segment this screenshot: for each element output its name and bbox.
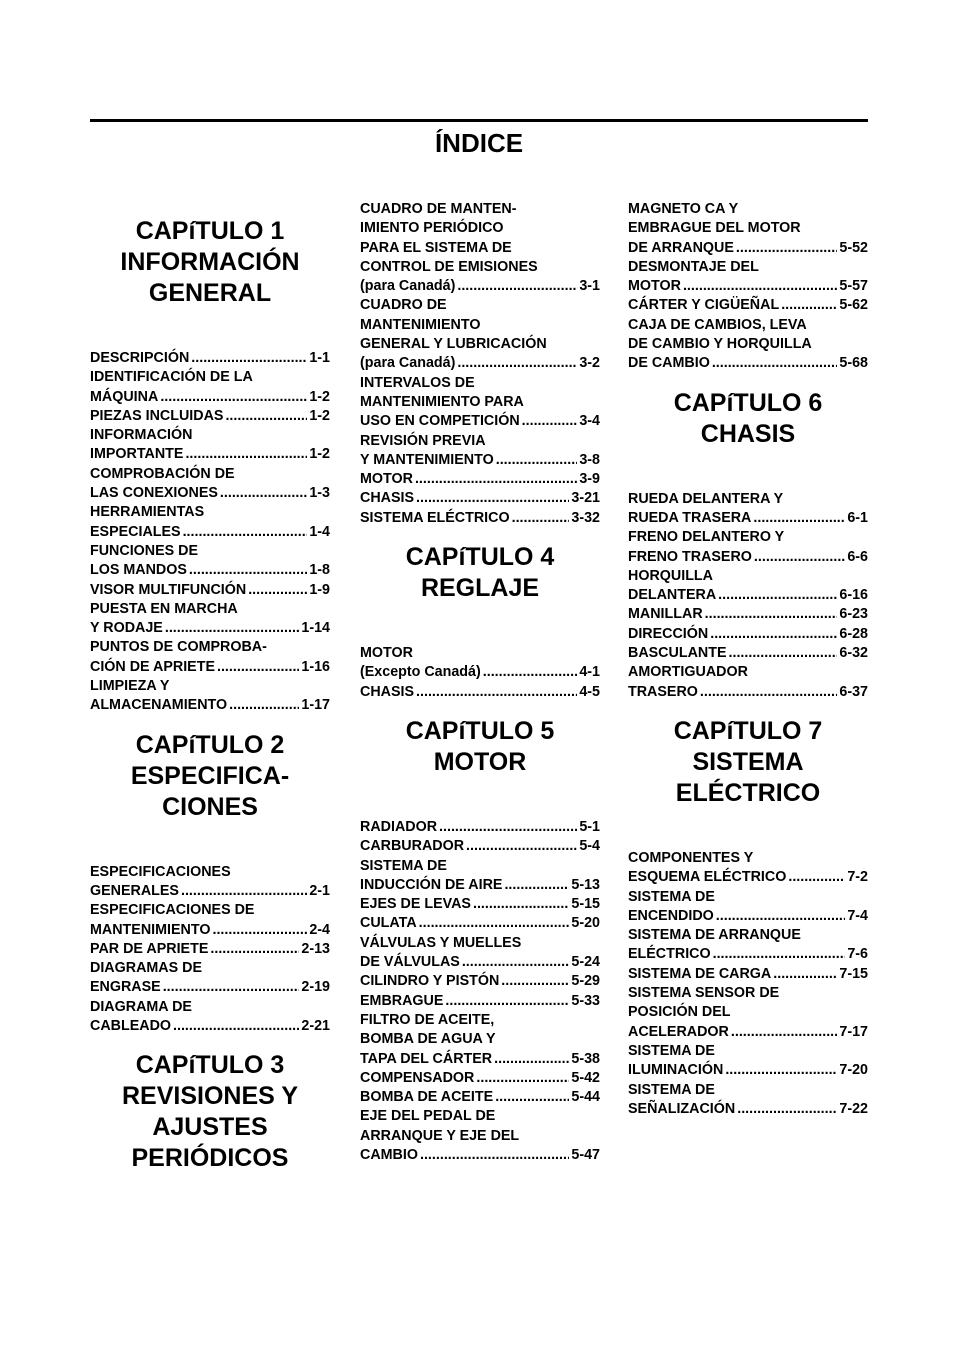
toc-page-number: 1-2 <box>309 446 330 463</box>
toc-entry-label: CABLEADO <box>90 1018 172 1035</box>
toc-page-number: 3-32 <box>571 509 600 526</box>
toc-entry-label: IMIENTO PERIÓDICO <box>360 220 504 237</box>
dot-leader <box>712 354 838 373</box>
toc-entry[interactable] <box>90 600 330 639</box>
toc-entry[interactable] <box>628 888 868 927</box>
toc-page-number: 5-4 <box>579 838 600 855</box>
toc-entry-label: TRASERO <box>628 683 698 700</box>
toc-page-number: 1-3 <box>309 485 330 502</box>
toc-entry[interactable] <box>360 200 600 296</box>
dot-leader <box>710 625 837 644</box>
dot-leader <box>225 407 307 426</box>
toc-page-number: 6-37 <box>839 683 868 700</box>
dot-leader <box>788 868 845 887</box>
chapter-heading-line: INFORMACIÓN <box>120 248 300 276</box>
toc-page-number: 3-9 <box>579 471 600 488</box>
toc-entry-label: COMPONENTES Y <box>628 849 754 866</box>
dot-leader <box>217 658 299 677</box>
toc-page-number: 6-1 <box>847 509 868 526</box>
toc-entry[interactable] <box>628 490 868 529</box>
toc-page-number: 7-17 <box>839 1023 868 1040</box>
dot-leader <box>183 523 308 542</box>
toc-page-number: 7-20 <box>839 1062 868 1079</box>
toc-entry-label: BASCULANTE <box>628 645 727 662</box>
toc-entry[interactable] <box>360 857 600 896</box>
toc-entry-label: EMBRAGUE DEL MOTOR <box>628 220 801 237</box>
dot-leader <box>473 895 569 914</box>
toc-page-number: 5-13 <box>571 876 600 893</box>
toc-entry[interactable] <box>628 984 868 1042</box>
chapter-heading-line: ELÉCTRICO <box>675 778 821 807</box>
dot-leader <box>415 470 577 489</box>
toc-entry-label: CÁRTER Y CIGÜEÑAL <box>628 297 780 314</box>
toc-entry[interactable] <box>90 638 330 677</box>
toc-page-number: 3-21 <box>571 490 600 507</box>
chapter-heading-line: CAPíTULO 7 <box>673 716 823 745</box>
dot-leader <box>495 1088 569 1107</box>
dot-leader <box>483 663 578 682</box>
toc-entry[interactable] <box>360 992 600 1011</box>
toc-entry-label: CHASIS <box>360 683 415 700</box>
toc-entry-label: ACELERADOR <box>628 1023 729 1040</box>
toc-entry-label: LAS CONEXIONES <box>90 485 218 502</box>
dot-leader <box>725 1061 837 1080</box>
toc-entry-label: EJES DE LEVAS <box>360 896 471 913</box>
toc-entry-label: EJE DEL PEDAL DE <box>360 1108 496 1125</box>
dot-leader <box>773 965 837 984</box>
toc-entry[interactable] <box>628 926 868 965</box>
chapter-heading-line: CHASIS <box>700 419 796 448</box>
dot-leader <box>753 509 845 528</box>
toc-entry-label: DIRECCIÓN <box>628 625 709 642</box>
dot-leader <box>220 484 307 503</box>
dot-leader <box>248 581 307 600</box>
toc-entry-label: ESPECIFICACIONES DE <box>90 902 255 919</box>
toc-entry[interactable] <box>628 965 868 984</box>
toc-entry[interactable] <box>90 503 330 542</box>
toc-page-number: 6-16 <box>839 587 868 604</box>
toc-entry-label: MOTOR <box>360 471 413 488</box>
toc-entry[interactable] <box>90 426 330 465</box>
toc-entry[interactable] <box>90 677 330 716</box>
toc-entry-label: ESQUEMA ELÉCTRICO <box>628 869 787 886</box>
toc-entry-label: ILUMINACIÓN <box>628 1062 724 1079</box>
toc-entry-label: DIAGRAMAS DE <box>90 960 202 977</box>
toc-page-number: 2-19 <box>301 979 330 996</box>
toc-page-number: 5-33 <box>571 992 600 1009</box>
toc-page-number: 7-4 <box>847 907 868 924</box>
toc-page-number: 5-42 <box>571 1069 600 1086</box>
toc-entry-label: EMBRAGUE <box>360 992 444 1009</box>
toc-entry-label: PUNTOS DE COMPROBA- <box>90 639 267 656</box>
toc-entry-label: HERRAMIENTAS <box>90 504 205 521</box>
toc-entry[interactable] <box>628 528 868 567</box>
toc-page-number: 6-28 <box>839 625 868 642</box>
toc-page-number: 3-2 <box>579 355 600 372</box>
chapter-heading-line: CAPíTULO 4 <box>405 543 555 572</box>
chapter-heading-line: CAPíTULO 1 <box>135 217 285 245</box>
dot-leader <box>731 1023 838 1042</box>
toc-page-number: 4-5 <box>579 683 600 700</box>
toc-entry[interactable] <box>360 432 600 471</box>
toc-entry-label: SISTEMA DE <box>628 888 715 905</box>
toc-page-number: 1-9 <box>309 581 330 598</box>
toc-page-number: 5-44 <box>571 1089 600 1106</box>
toc-page-number: 5-68 <box>839 355 868 372</box>
toc-entry-label: SISTEMA SENSOR DE <box>628 985 780 1002</box>
toc-entry-label: RUEDA DELANTERA Y <box>628 490 784 507</box>
toc-entry[interactable] <box>628 1081 868 1120</box>
toc-entry[interactable] <box>360 509 600 528</box>
toc-entry-label: FRENO DELANTERO Y <box>628 529 785 546</box>
dot-leader <box>173 1017 299 1036</box>
chapter-heading-line: CAPíTULO 5 <box>405 716 555 745</box>
toc-entry-label: MOTOR <box>360 645 413 662</box>
toc-page-number: 1-17 <box>301 697 330 714</box>
toc-entry-label: IMPORTANTE <box>90 446 184 463</box>
toc-entry-label: SISTEMA DE <box>628 1042 715 1059</box>
chapter-heading-line: MOTOR <box>433 747 527 776</box>
toc-entry[interactable] <box>360 837 600 856</box>
dot-leader <box>445 992 569 1011</box>
toc-entry[interactable] <box>90 542 330 581</box>
toc-entry[interactable] <box>360 1107 600 1165</box>
toc-page-number: 5-1 <box>579 818 600 835</box>
toc-entry-label: SISTEMA ELÉCTRICO <box>360 509 510 526</box>
toc-page-number: 1-2 <box>309 407 330 424</box>
dot-leader <box>466 837 577 856</box>
toc-page-number: 1-4 <box>309 523 330 540</box>
dot-leader <box>754 548 845 567</box>
toc-entry-label: PARA EL SISTEMA DE <box>360 239 512 256</box>
toc-entry[interactable] <box>360 934 600 973</box>
dot-leader <box>416 683 577 702</box>
toc-entry[interactable] <box>90 368 330 407</box>
toc-entry[interactable] <box>90 581 330 600</box>
toc-entry-label: AMORTIGUADOR <box>628 664 748 681</box>
toc-page-number: 1-14 <box>301 620 330 637</box>
toc-entry-label: SEÑALIZACIÓN <box>628 1100 736 1117</box>
toc-page-number: 2-13 <box>301 940 330 957</box>
dot-leader <box>705 605 838 624</box>
toc-entry-label: CIÓN DE APRIETE <box>90 658 215 675</box>
toc-entry-label: ENGRASE <box>90 979 161 996</box>
dot-leader <box>439 818 577 837</box>
chapter-heading-line: CIONES <box>162 792 258 821</box>
dot-leader <box>191 349 307 368</box>
dot-leader <box>210 940 299 959</box>
toc-entry-label: MANTENIMIENTO PARA <box>360 393 524 410</box>
toc-entry-label: HORQUILLA <box>628 567 713 584</box>
chapter-heading <box>90 1050 330 1174</box>
dot-leader <box>501 972 569 991</box>
toc-entry-label: CONTROL DE EMISIONES <box>360 258 538 275</box>
dot-leader <box>496 451 578 470</box>
toc-entry[interactable] <box>90 998 330 1037</box>
chapter-heading-line: CAPíTULO 3 <box>135 1051 285 1080</box>
dot-leader <box>160 388 307 407</box>
dot-leader <box>522 412 578 431</box>
dot-leader <box>718 586 837 605</box>
chapter-heading-line: ESPECIFICA- <box>130 761 290 790</box>
toc-column-2 <box>360 200 600 1165</box>
toc-page-number: 5-38 <box>571 1050 600 1067</box>
toc-entry-label: BOMBA DE ACEITE <box>360 1089 494 1106</box>
toc-page-number: 5-62 <box>839 297 868 314</box>
toc-entry-label: CAJA DE CAMBIOS, LEVA <box>628 316 807 333</box>
toc-entry-label: DESCRIPCIÓN <box>90 350 190 366</box>
toc-entry[interactable] <box>360 489 600 508</box>
toc-entry-label: ELÉCTRICO <box>628 946 711 963</box>
toc-entry[interactable] <box>360 470 600 489</box>
toc-page-number: 6-23 <box>839 606 868 623</box>
toc-page-number: 6-6 <box>847 548 868 565</box>
dot-leader <box>419 914 570 933</box>
toc-entry-label: REVISIÓN PREVIA <box>360 432 486 449</box>
toc-entry[interactable] <box>628 625 868 644</box>
toc-page-number: 7-6 <box>847 946 868 963</box>
toc-entry[interactable] <box>628 567 868 606</box>
toc-entry-label: USO EN COMPETICIÓN <box>360 413 520 430</box>
chapter-heading-line: GENERAL <box>148 279 272 307</box>
toc-entry-label: RADIADOR <box>360 818 438 835</box>
toc-entry[interactable] <box>90 940 330 959</box>
chapter-heading-line: PERIÓDICOS <box>131 1144 289 1173</box>
toc-entry-label: DE VÁLVULAS <box>360 954 460 971</box>
toc-entry[interactable] <box>628 605 868 624</box>
toc-entry-label: ESPECIALES <box>90 523 181 540</box>
toc-entry[interactable] <box>360 818 600 837</box>
toc-entry-label: (para Canadá) <box>360 278 456 295</box>
dot-leader <box>229 696 299 715</box>
toc-entry[interactable] <box>628 1042 868 1081</box>
dot-leader <box>700 683 837 702</box>
toc-entry-label: LOS MANDOS <box>90 562 187 579</box>
toc-column-3 <box>628 200 868 1119</box>
toc-entry[interactable] <box>360 895 600 914</box>
toc-page-number: 3-4 <box>579 413 600 430</box>
chapter-heading <box>628 388 868 450</box>
toc-entry-label: COMPENSADOR <box>360 1069 475 1086</box>
toc-entry[interactable] <box>360 1088 600 1107</box>
toc-entry-label: PIEZAS INCLUIDAS <box>90 407 224 424</box>
toc-page-number: 5-20 <box>571 915 600 932</box>
toc-entry-label: DE CAMBIO <box>628 355 710 372</box>
toc-page-number: 4-1 <box>579 664 600 681</box>
toc-page-number: 5-15 <box>571 896 600 913</box>
toc-entry-label: FUNCIONES DE <box>90 542 199 559</box>
dot-leader <box>420 1146 569 1165</box>
dot-leader <box>163 978 300 997</box>
toc-page-number: 5-47 <box>571 1146 600 1163</box>
toc-entry[interactable] <box>360 914 600 933</box>
dot-leader <box>737 1100 837 1119</box>
toc-entry-label: DE ARRANQUE <box>628 239 734 256</box>
toc-entry-label: CHASIS <box>360 490 415 507</box>
toc-entry-label: RUEDA TRASERA <box>628 509 752 526</box>
toc-entry[interactable] <box>360 1069 600 1088</box>
dot-leader <box>736 239 837 258</box>
toc-entry[interactable] <box>628 849 868 888</box>
toc-entry-label: MANTENIMIENTO <box>90 921 211 938</box>
toc-entry-label: (para Canadá) <box>360 355 456 372</box>
toc-entry[interactable] <box>360 374 600 432</box>
dot-leader <box>683 277 837 296</box>
dot-leader <box>185 445 307 464</box>
toc-entry-label: MÁQUINA <box>90 388 159 405</box>
toc-page-number: 7-15 <box>839 965 868 982</box>
dot-leader <box>462 953 570 972</box>
toc-page-number: 6-32 <box>839 645 868 662</box>
toc-entry-label: PUESTA EN MARCHA <box>90 600 238 617</box>
chapter-heading <box>360 542 600 604</box>
toc-entry-label: VÁLVULAS Y MUELLES <box>360 934 522 951</box>
toc-entry[interactable] <box>360 1011 600 1069</box>
toc-column-1 <box>90 200 330 1214</box>
dot-leader <box>504 876 569 895</box>
toc-entry[interactable] <box>360 972 600 991</box>
toc-entry-label: CUADRO DE <box>360 297 447 314</box>
toc-entry[interactable] <box>628 258 868 297</box>
toc-entry-label: FILTRO DE ACEITE, <box>360 1011 495 1028</box>
toc-entry-label: CILINDRO Y PISTÓN <box>360 973 500 990</box>
toc-entry-label: CUADRO DE MANTEN- <box>360 201 517 217</box>
chapter-heading <box>628 716 868 809</box>
chapter-heading-line: AJUSTES <box>152 1113 268 1142</box>
toc-entry-label: ARRANQUE Y EJE DEL <box>360 1127 520 1144</box>
toc-entry-label: DESMONTAJE DEL <box>628 258 759 275</box>
toc-entry[interactable] <box>90 465 330 504</box>
toc-entry-label: GENERAL Y LUBRICACIÓN <box>360 336 547 353</box>
toc-entry-label: SISTEMA DE CARGA <box>628 965 772 982</box>
toc-entry-label: IDENTIFICACIÓN DE LA <box>90 369 253 386</box>
toc-entry-label: DE CAMBIO Y HORQUILLA <box>628 336 812 353</box>
toc-entry-label: INFORMACIÓN <box>90 427 193 444</box>
toc-page-number: 1-16 <box>301 658 330 675</box>
toc-entry-label: Y RODAJE <box>90 620 163 637</box>
toc-page-number: 2-21 <box>301 1018 330 1035</box>
dot-leader <box>729 644 838 663</box>
dot-leader <box>713 945 846 964</box>
toc-entry-label: CAMBIO <box>360 1146 418 1163</box>
toc-entry[interactable] <box>90 901 330 940</box>
toc-entry-label: ENCENDIDO <box>628 907 714 924</box>
toc-entry[interactable] <box>628 644 868 663</box>
toc-entry-label: (Excepto Canadá) <box>360 664 481 681</box>
toc-entry[interactable] <box>90 349 330 368</box>
chapter-heading <box>360 716 600 778</box>
chapter-heading-line: CAPíTULO 6 <box>673 388 823 417</box>
toc-entry-label: MOTOR <box>628 278 681 295</box>
dot-leader <box>212 921 307 940</box>
toc-entry-label: MANILLAR <box>628 606 703 623</box>
dot-leader <box>457 277 577 296</box>
toc-entry[interactable] <box>628 316 868 374</box>
toc-entry-label: DELANTERA <box>628 587 717 604</box>
toc-page-number: 5-29 <box>571 973 600 990</box>
toc-entry-label: LIMPIEZA Y <box>90 678 170 695</box>
dot-leader <box>512 509 570 528</box>
toc-entry-label: COMPROBACIÓN DE <box>90 465 235 482</box>
dot-leader <box>476 1069 569 1088</box>
toc-entry-label: CULATA <box>360 915 417 932</box>
toc-entry[interactable] <box>90 959 330 998</box>
dot-leader <box>781 296 837 315</box>
toc-page-number: 7-22 <box>839 1100 868 1117</box>
toc-page-number: 7-2 <box>847 869 868 886</box>
toc-page-number: 3-1 <box>579 278 600 295</box>
toc-page-number: 1-1 <box>309 350 330 366</box>
chapter-heading <box>90 216 330 309</box>
toc-entry[interactable] <box>90 407 330 426</box>
toc-entry-label: ALMACENAMIENTO <box>90 697 228 714</box>
toc-entry[interactable] <box>628 296 868 315</box>
toc-entry-label: Y MANTENIMIENTO <box>360 451 494 468</box>
toc-entry[interactable] <box>90 863 330 902</box>
header-rule <box>90 119 868 122</box>
toc-entry-label: MANTENIMIENTO <box>360 316 481 333</box>
toc-page-number: 1-8 <box>309 562 330 579</box>
toc-entry-label: POSICIÓN DEL <box>628 1004 731 1021</box>
toc-entry-label: VISOR MULTIFUNCIÓN <box>90 581 247 598</box>
toc-entry-label: ESPECIFICACIONES <box>90 863 231 880</box>
toc-entry[interactable] <box>628 200 868 258</box>
dot-leader <box>189 561 307 580</box>
toc-entry-label: GENERALES <box>90 882 179 899</box>
toc-entry-label: BOMBA DE AGUA Y <box>360 1031 496 1048</box>
toc-page-number: 1-2 <box>309 388 330 405</box>
toc-entry-label: DIAGRAMA DE <box>90 998 192 1015</box>
toc-page-number: 5-57 <box>839 278 868 295</box>
toc-entry[interactable] <box>360 296 600 373</box>
chapter-heading <box>90 730 330 823</box>
dot-leader <box>416 489 569 508</box>
toc-entry-label: MAGNETO CA Y <box>628 201 739 217</box>
toc-entry-label: PAR DE APRIETE <box>90 940 209 957</box>
dot-leader <box>181 882 307 901</box>
chapter-heading-line: REGLAJE <box>420 574 540 603</box>
toc-entry-label: FRENO TRASERO <box>628 548 752 565</box>
toc-entry-label: INDUCCIÓN DE AIRE <box>360 876 503 893</box>
chapter-heading-line: SISTEMA <box>692 747 804 776</box>
chapter-heading-line: REVISIONES Y <box>122 1082 298 1111</box>
toc-entry[interactable] <box>360 644 600 683</box>
toc-entry-label: SISTEMA DE <box>360 857 447 874</box>
dot-leader <box>165 619 300 638</box>
toc-entry-label: TAPA DEL CÁRTER <box>360 1050 493 1067</box>
toc-entry[interactable] <box>360 683 600 702</box>
toc-entry-label: SISTEMA DE <box>628 1081 715 1098</box>
toc-entry[interactable] <box>628 663 868 702</box>
dot-leader <box>716 907 846 926</box>
toc-page-number: 3-8 <box>579 451 600 468</box>
toc-entry-label: SISTEMA DE ARRANQUE <box>628 927 801 944</box>
toc-entry-label: INTERVALOS DE <box>360 374 475 391</box>
toc-page-number: 5-52 <box>839 239 868 256</box>
toc-entry-label: CARBURADOR <box>360 838 465 855</box>
toc-page-number: 2-1 <box>309 882 330 899</box>
dot-leader <box>457 354 577 373</box>
toc-page-number: 2-4 <box>309 921 330 938</box>
toc-page-number: 5-24 <box>571 954 600 971</box>
page-title: ÍNDICE <box>434 128 524 158</box>
chapter-heading-line: CAPíTULO 2 <box>135 730 285 759</box>
dot-leader <box>494 1050 569 1069</box>
